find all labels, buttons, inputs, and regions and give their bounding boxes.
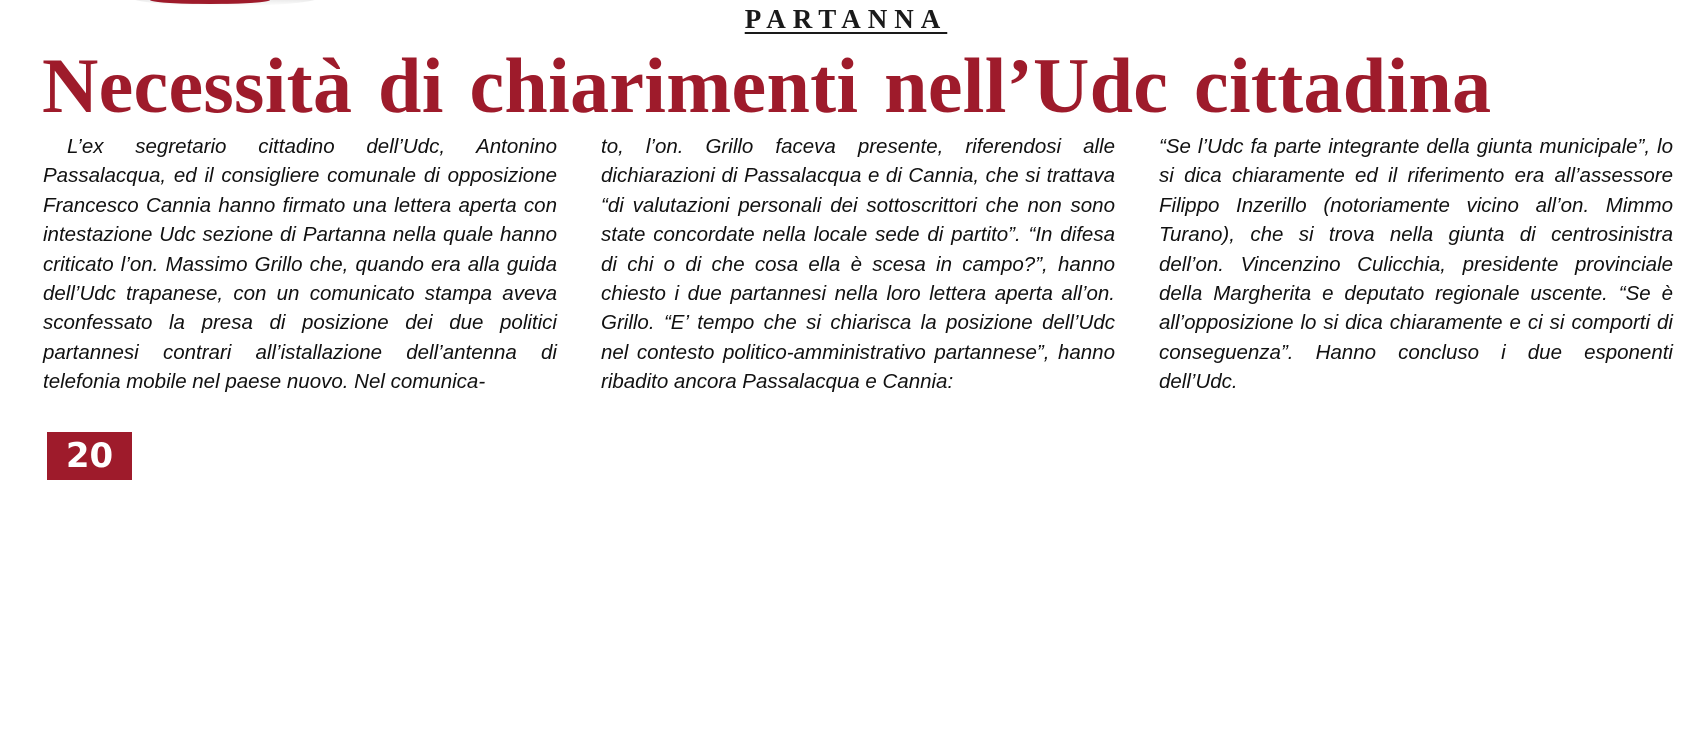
article-column-3: “Se l’Udc fa parte integrante della giunta municipale”, lo si dica chiaramente ed il riferimento era all’assessore Filippo Inzerillo (notoriamente vicino all’on. Mimmo Turano), che si trova nella giunta di centrosinistra dell’on. Vincenzino Culicchia, presidente provinciale della Margherita e deputato regionale uscente. “Se è all’opposizione lo si dica chiaramente e ci si comporti di conseguenza”. Hanno concluso i due esponenti dell’Udc. (1159, 135, 1673, 394)
section-kicker (0, 4, 1692, 35)
page-number-badge: 20 (47, 432, 132, 480)
article-headline: Necessità di chiarimenti nell’Udc cittadina (42, 42, 1492, 129)
article-column-1: L’ex segretario cittadino dell’Udc, Antonino Passalacqua, ed il consigliere comunale di opposizione Francesco Cannia hanno firmato una lettera aperta con intestazione Udc sezione di Partanna nella quale hanno criticato l’on. Massimo Grillo che, quando era alla guida dell’Udc trapanese, con un comunicato stampa aveva sconfessato la presa di posizione dei due politici partannesi contrari all’istallazione dell’antenna di telefonia mobile nel paese nuovo. Nel comunica- (43, 135, 557, 394)
section-kicker-label: PARTANNA (744, 4, 948, 34)
article-column-2: to, l’on. Grillo faceva presente, riferendosi alle dichiarazioni di Passalacqua e di Cannia, che si trattava “di valutazioni personali dei sottoscrittori che non sono state concordate nella locale sede di partito”. “In difesa di chi o di che cosa ella è scesa in campo?”, hanno chiesto i due partannesi nella loro lettera aperta all’on. Grillo. “E’ tempo che si chiarisca la posizione dell’Udc nel contesto politico-amministrativo partannese”, hanno ribadito ancora Passalacqua e Cannia: (601, 135, 1115, 394)
